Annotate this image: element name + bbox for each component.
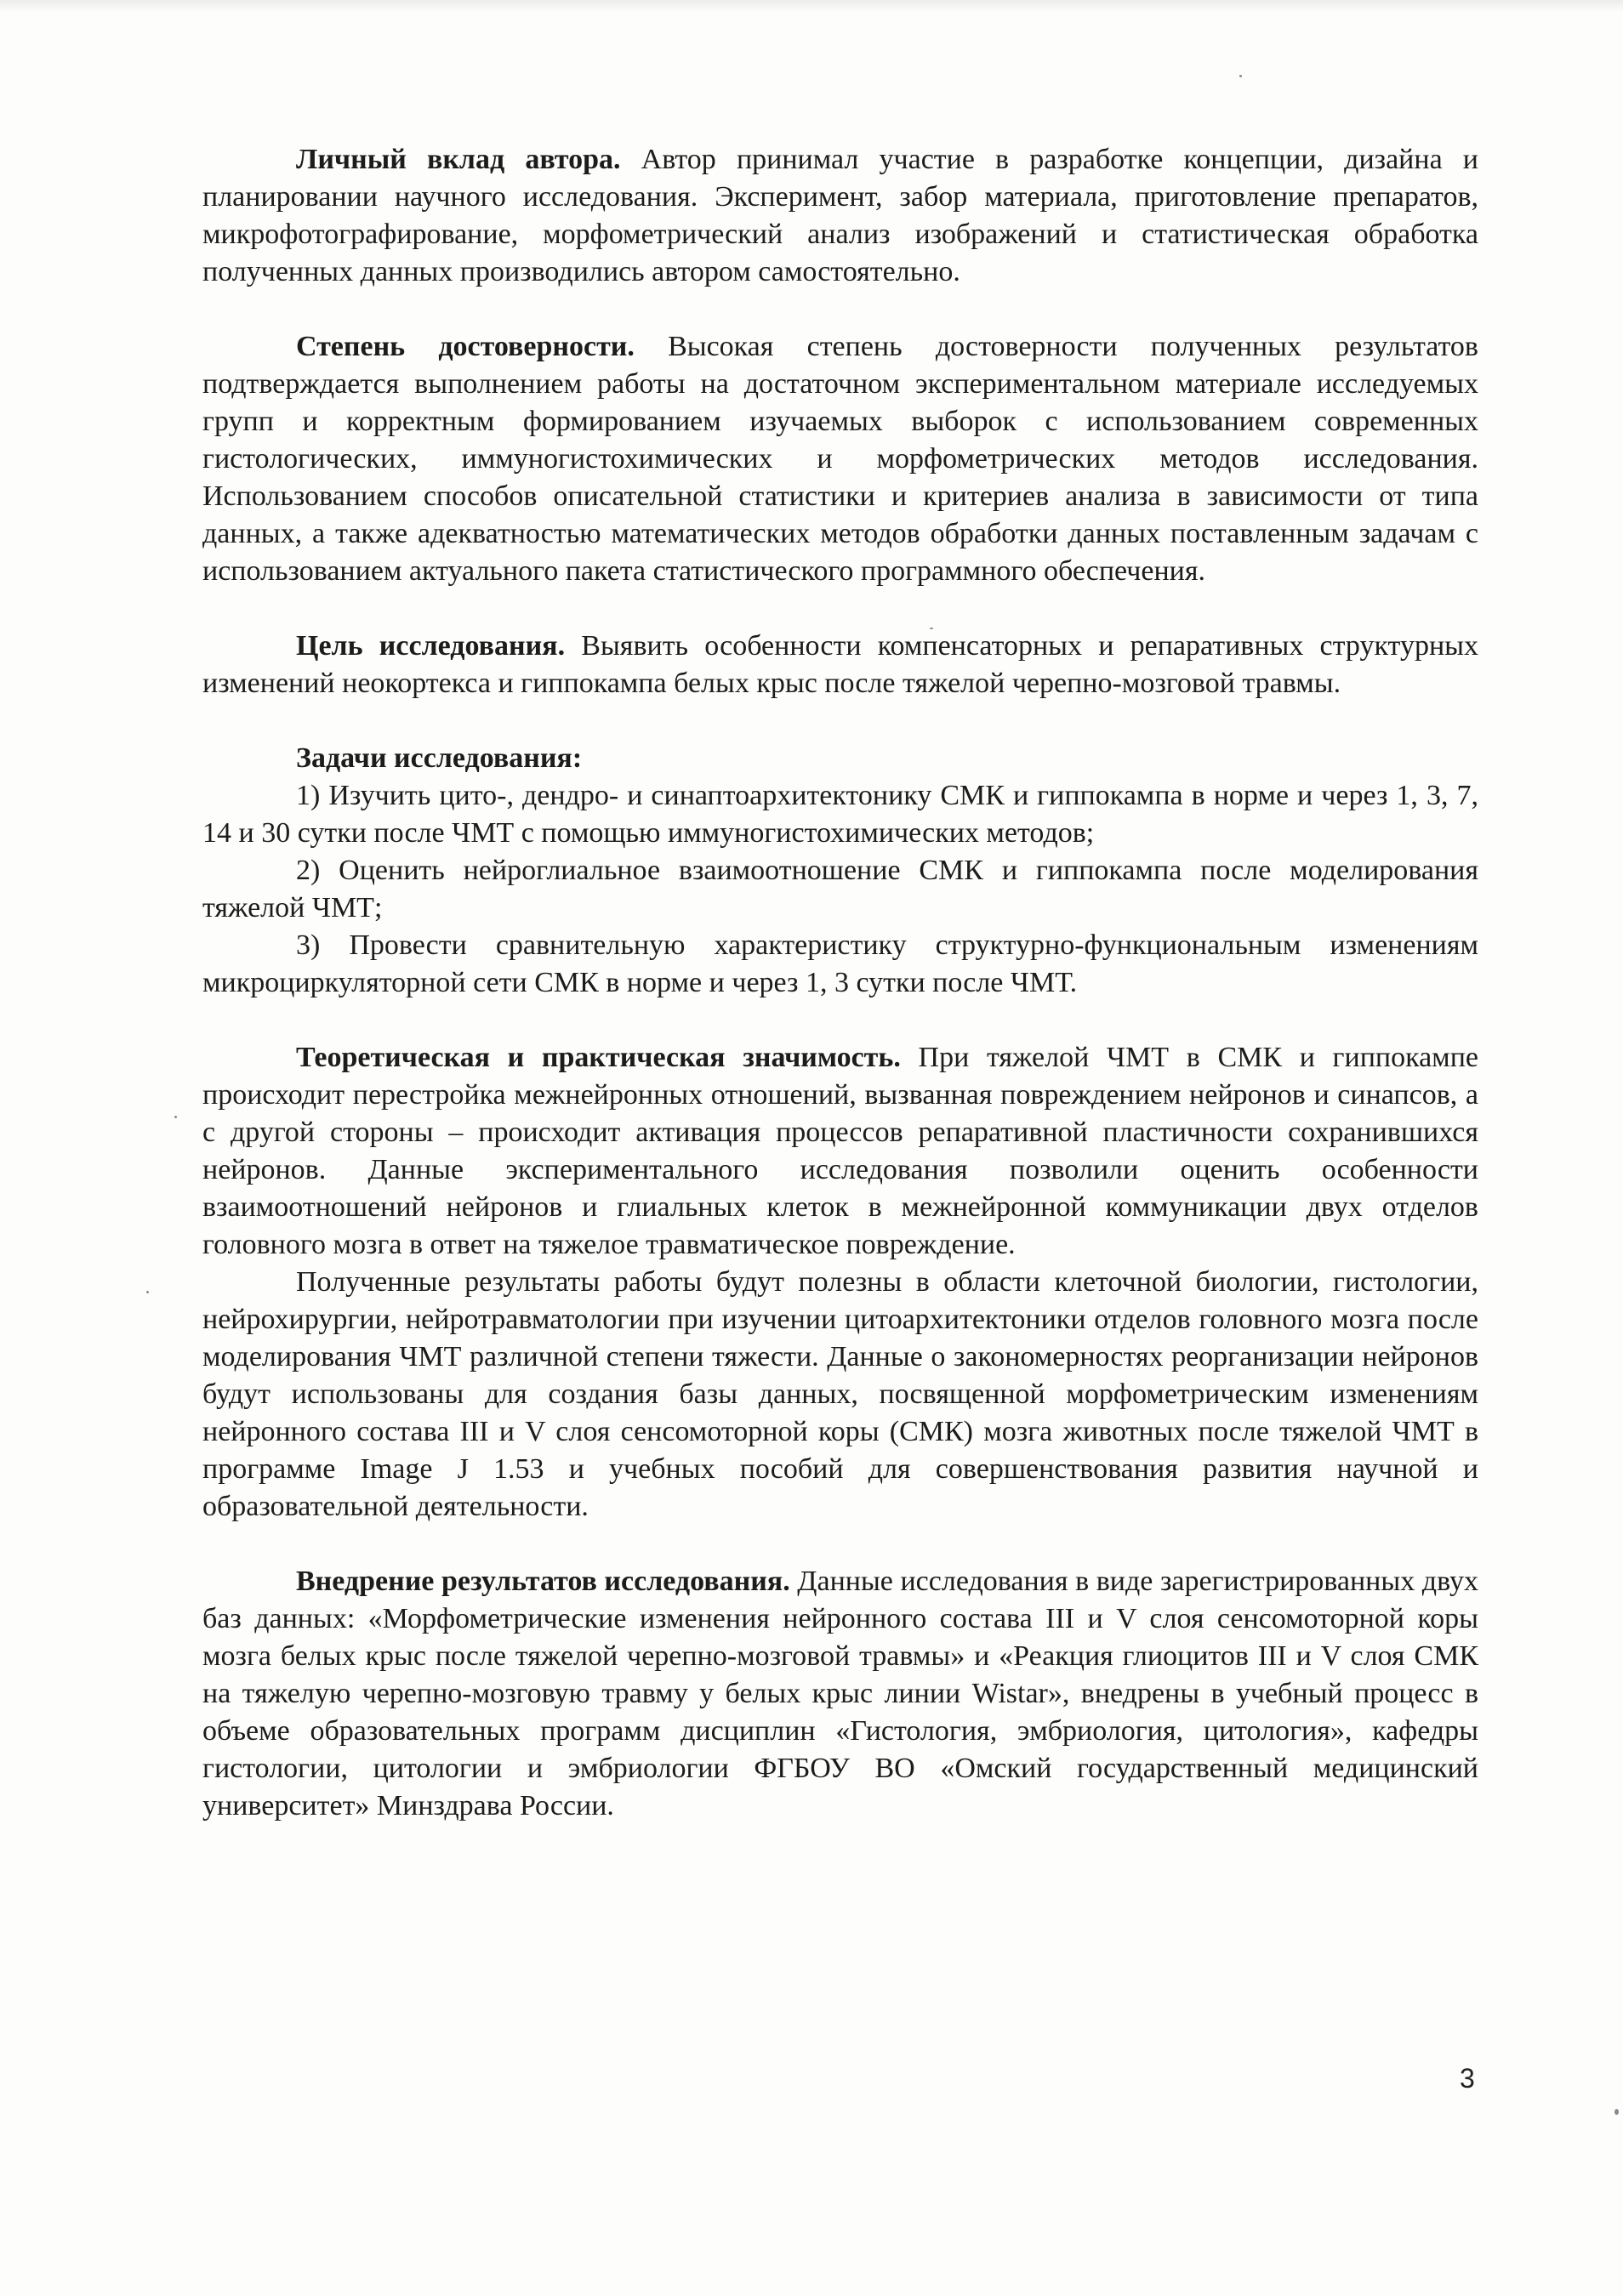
paragraph-tasks-heading: [202, 740, 1478, 777]
heading-reliability: Степень достоверности.: [296, 331, 635, 362]
paragraph-contribution: [202, 141, 1478, 291]
task-item-3: 3) Провести сравнительную характеристику структурно-функциональным изменениям микроциркуляторной сети СМК в норме и через 1, 3 сутки после ЧМТ.: [202, 929, 1478, 998]
scan-top-edge: [0, 0, 1623, 12]
text-reliability: Высокая степень достоверности полученных результатов подтверждается выполнением работы на достаточном экспериментальном материале исследуемых групп и корректным формированием изучаемых выборок с использованием современных гистологических, иммуногистохимических и морфометрических методов исследования. Использованием способов описательной статистики и критериев анализа в зависимости от типа данных, а также адекватностью математических методов обработки данных поставленным задачам с использованием актуального пакета статистического программного обеспечения.: [202, 331, 1478, 587]
heading-tasks: Задачи исследования:: [296, 742, 583, 774]
scan-speck: [930, 628, 933, 629]
heading-contribution: Личный вклад автора.: [296, 144, 621, 175]
page-number: 3: [1460, 2063, 1475, 2094]
paragraph-aim: [202, 628, 1478, 702]
heading-significance: Теоретическая и практическая значимость.: [296, 1042, 901, 1073]
text-significance: При тяжелой ЧМТ в СМК и гиппокампе происходит перестройка межнейронных отношений, вызванная повреждением нейронов и синапсов, а с другой стороны – происходит активация процессов репаративной пластичности сохранившихся нейронов. Данные экспериментального исследования позволили оценить особенности взаимоотношений нейронов и глиальных клеток в межнейронной коммуникации двух отделов головного мозга в ответ на тяжелое травматическое повреждение.: [202, 1042, 1478, 1260]
heading-implementation: Внедрение результатов исследования.: [296, 1566, 790, 1597]
text-implementation: Данные исследования в виде зарегистрированных двух баз данных: «Морфометрические изменения нейронного состава III и V слоя сенсомоторной коры мозга белых крыс после тяжелой черепно-мозговой травмы» и «Реакция глиоцитов III и V слоя СМК на тяжелую черепно-мозговую травму у белых крыс линии Wistar», внедрены в учебный процесс в объеме образовательных программ дисциплин «Гистология, эмбриология, цитология», кафедры гистологии, цитологии и эмбриологии ФГБОУ ВО «Омский государственный медицинский университет» Минздрава России.: [202, 1566, 1478, 1821]
scan-speck: [146, 1291, 149, 1293]
paragraph-significance-results: Полученные результаты работы будут полезны в области клеточной биологии, гистологии, нейрохирургии, нейротравматологии при изучении цитоархитектоники отделов головного мозга после моделирования ЧМТ различной степени тяжести. Данные о закономерностях реорганизации нейронов будут использованы для создания базы данных, посвященной морфометрическим изменениям нейронного состава III и V слоя сенсомоторной коры (СМК) мозга животных после тяжелой ЧМТ в программе Image J 1.53 и учебных пособий для совершенствования развития научной и образовательной деятельности.: [202, 1266, 1478, 1522]
task-item-2: 2) Оценить нейроглиальное взаимоотношение СМК и гиппокампа после моделирования тяжелой ЧМТ;: [202, 855, 1478, 924]
scan-speck: [1614, 2109, 1619, 2115]
paragraph-implementation: [202, 1563, 1478, 1825]
task-item-1: 1) Изучить цито-, дендро- и синаптоархитектонику СМК и гиппокампа в норме и через 1, 3, 7, 14 и 30 сутки после ЧМТ с помощью иммуногистохимических методов;: [202, 780, 1478, 849]
paragraph-significance: [202, 1039, 1478, 1264]
text-contribution: Автор принимал участие в разработке концепции, дизайна и планировании научного исследования. Эксперимент, забор материала, приготовление препаратов, микрофотографирование, морфометрический анализ изображений и статистическая обработка полученных данных производились автором самостоятельно.: [202, 144, 1478, 287]
scan-speck: [1239, 75, 1242, 77]
page-body: [202, 141, 1478, 1825]
paragraph-reliability: [202, 328, 1478, 590]
text-aim: Выявить особенности компенсаторных и репаративных структурных изменений неокортекса и гиппокампа белых крыс после тяжелой черепно-мозговой травмы.: [202, 630, 1478, 699]
heading-aim: Цель исследования.: [296, 630, 566, 662]
scan-speck: [174, 1116, 177, 1118]
